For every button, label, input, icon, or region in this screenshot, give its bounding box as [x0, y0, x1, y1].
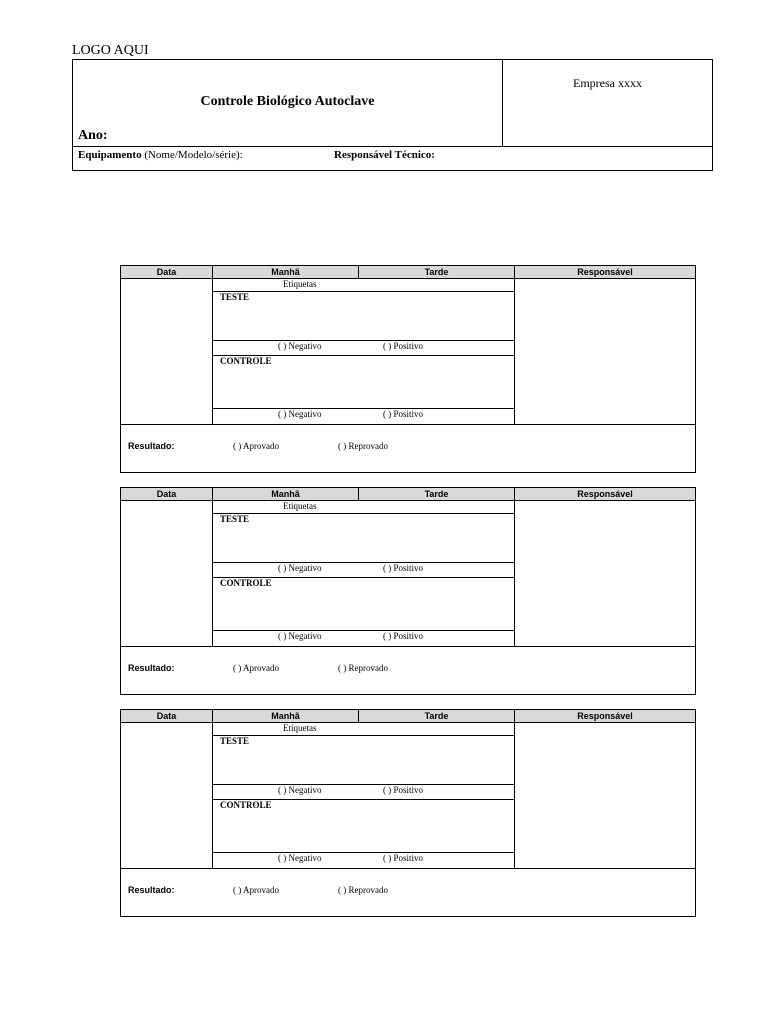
test-negative-option[interactable]: ( ) Negativo: [278, 341, 322, 351]
test-positive-option[interactable]: ( ) Positivo: [383, 785, 424, 795]
col-afternoon: Tarde: [424, 489, 449, 499]
header-divider-horizontal: [73, 146, 712, 147]
control-negative-option[interactable]: ( ) Negativo: [278, 853, 322, 863]
col-date: Data: [156, 711, 177, 721]
control-positive-option[interactable]: ( ) Positivo: [383, 853, 424, 863]
col-responsible: Responsável: [577, 267, 633, 277]
equipment-label: Equipamento: [78, 149, 142, 161]
labels-text: Etiquetas: [283, 723, 317, 733]
equipment-field: [78, 149, 243, 161]
company-name: Empresa xxxx: [573, 76, 642, 90]
test-label: TESTE: [220, 514, 250, 524]
logo-placeholder: LOGO AQUI: [72, 43, 149, 58]
rejected-option[interactable]: ( ) Reprovado: [338, 441, 388, 451]
test-label: TESTE: [220, 736, 250, 746]
approved-option[interactable]: ( ) Aprovado: [233, 885, 279, 895]
control-positive-option[interactable]: ( ) Positivo: [383, 631, 424, 641]
col-morning: Manhã: [271, 489, 300, 499]
result-label: Resultado:: [128, 885, 175, 895]
col-responsible: Responsável: [577, 489, 633, 499]
control-positive-option[interactable]: ( ) Positivo: [383, 409, 424, 419]
header-divider-vertical: [502, 60, 503, 147]
test-label: TESTE: [220, 292, 250, 302]
test-negative-option[interactable]: ( ) Negativo: [278, 785, 322, 795]
rejected-option[interactable]: ( ) Reprovado: [338, 663, 388, 673]
technical-responsible-label: Responsável Técnico:: [334, 149, 435, 161]
control-label: CONTROLE: [220, 800, 272, 810]
control-negative-option[interactable]: ( ) Negativo: [278, 631, 322, 641]
col-afternoon: Tarde: [424, 711, 449, 721]
record-block: [120, 709, 696, 917]
control-negative-option[interactable]: ( ) Negativo: [278, 409, 322, 419]
equipment-hint: (Nome/Modelo/série):: [144, 149, 243, 161]
control-label: CONTROLE: [220, 578, 272, 588]
result-label: Resultado:: [128, 663, 175, 673]
col-responsible: Responsável: [577, 711, 633, 721]
approved-option[interactable]: ( ) Aprovado: [233, 441, 279, 451]
col-morning: Manhã: [271, 267, 300, 277]
test-positive-option[interactable]: ( ) Positivo: [383, 341, 424, 351]
rejected-option[interactable]: ( ) Reprovado: [338, 885, 388, 895]
col-morning: Manhã: [271, 711, 300, 721]
approved-option[interactable]: ( ) Aprovado: [233, 663, 279, 673]
labels-text: Etiquetas: [283, 501, 317, 511]
control-label: CONTROLE: [220, 356, 272, 366]
year-label: Ano:: [78, 128, 108, 143]
record-block: [120, 487, 696, 695]
record-header-row: [121, 266, 695, 279]
document-title: Controle Biológico Autoclave: [200, 94, 375, 109]
record-block: [120, 265, 696, 473]
col-afternoon: Tarde: [424, 267, 449, 277]
record-header-row: [121, 710, 695, 723]
result-label: Resultado:: [128, 441, 175, 451]
col-date: Data: [156, 267, 177, 277]
labels-text: Etiquetas: [283, 279, 317, 289]
test-positive-option[interactable]: ( ) Positivo: [383, 563, 424, 573]
test-negative-option[interactable]: ( ) Negativo: [278, 563, 322, 573]
col-date: Data: [156, 489, 177, 499]
record-header-row: [121, 488, 695, 501]
header-box: [72, 59, 713, 171]
